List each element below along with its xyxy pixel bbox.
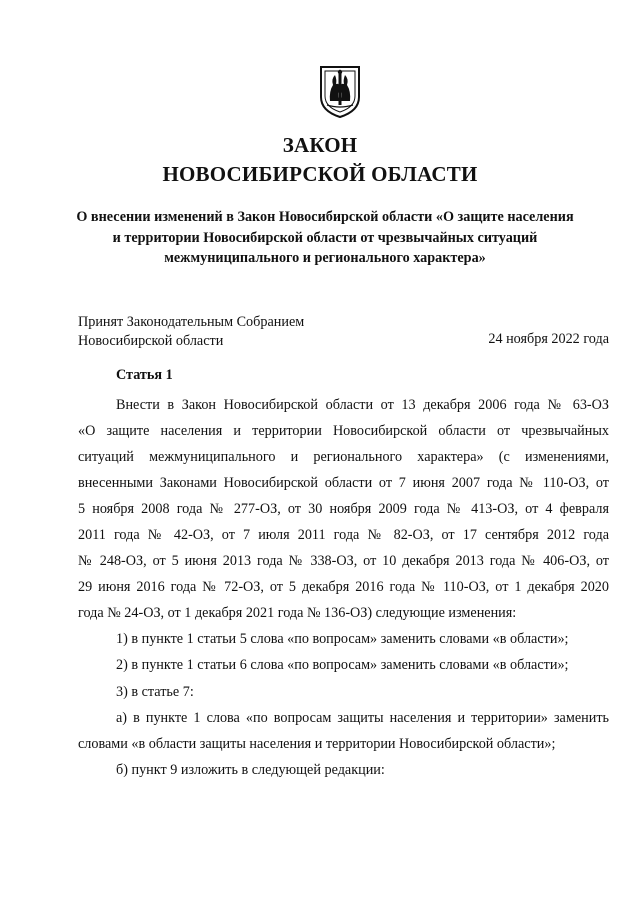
list-item: 2) в пункте 1 статьи 6 слова «по вопросам» заменить словами «в области»; (116, 657, 569, 674)
subject-line: и территории Новосибирской области от чрезвычайных ситуаций (112, 229, 538, 246)
paragraph-line: 2011 года № 42-ОЗ, от 7 июля 2011 года № 82-ОЗ, от 17 сентября 2012 года (78, 527, 609, 544)
paragraph-line: ситуаций межмуниципального и регионального характера» (с изменениями, (78, 449, 609, 466)
article-heading: Статья 1 (116, 367, 173, 383)
list-item: 1) в пункте 1 статьи 5 слова «по вопросам» заменить словами «в области»; (116, 631, 569, 648)
list-item: словами «в области защиты населения и территории Новосибирской области»; (78, 735, 556, 752)
adoption-line: Новосибирской области (78, 332, 224, 349)
paragraph-line: «О защите населения и территории Новосибирской области от чрезвычайных (78, 423, 609, 440)
adoption-date: 24 ноября 2022 года (488, 331, 609, 347)
paragraph-line: года № 24-ОЗ, от 1 декабря 2021 года № 136-ОЗ) следующие изменения: (78, 605, 517, 622)
list-item: 3) в статье 7: (116, 683, 194, 700)
paragraph-line: 29 июня 2016 года № 72-ОЗ, от 5 декабря 2016 года № 110-ОЗ, от 1 декабря 2020 (78, 579, 609, 596)
subject-line: О внесении изменений в Закон Новосибирской области «О защите населения (76, 209, 574, 225)
region-title: НОВОСИБИРСКОЙ ОБЛАСТИ (162, 162, 478, 186)
coat-of-arms-icon (317, 63, 363, 119)
adoption-note (78, 313, 304, 350)
adoption-line: Принят Законодательным Собранием (78, 314, 305, 330)
subject-line: межмуниципального и регионального характера» (164, 250, 486, 267)
paragraph-line: 5 ноября 2008 года № 277-ОЗ, от 30 ноября 2009 года № 413-ОЗ, от 4 февраля (78, 501, 609, 518)
law-title: ЗАКОН (282, 133, 358, 157)
paragraph-line: внесенными Законами Новосибирской области от 7 июня 2007 года № 110-ОЗ, от (78, 475, 609, 492)
law-subject (75, 207, 575, 269)
list-item: а) в пункте 1 слова «по вопросам защиты населения и территории» заменить (116, 709, 609, 726)
list-item: б) пункт 9 изложить в следующей редакции: (116, 761, 385, 778)
paragraph-line: № 248-ОЗ, от 5 июня 2013 года № 338-ОЗ, от 10 декабря 2013 года № 406-ОЗ, от (78, 553, 609, 570)
article-body (78, 392, 609, 783)
paragraph-line: Внести в Закон Новосибирской области от 13 декабря 2006 года № 63-ОЗ (116, 397, 609, 413)
